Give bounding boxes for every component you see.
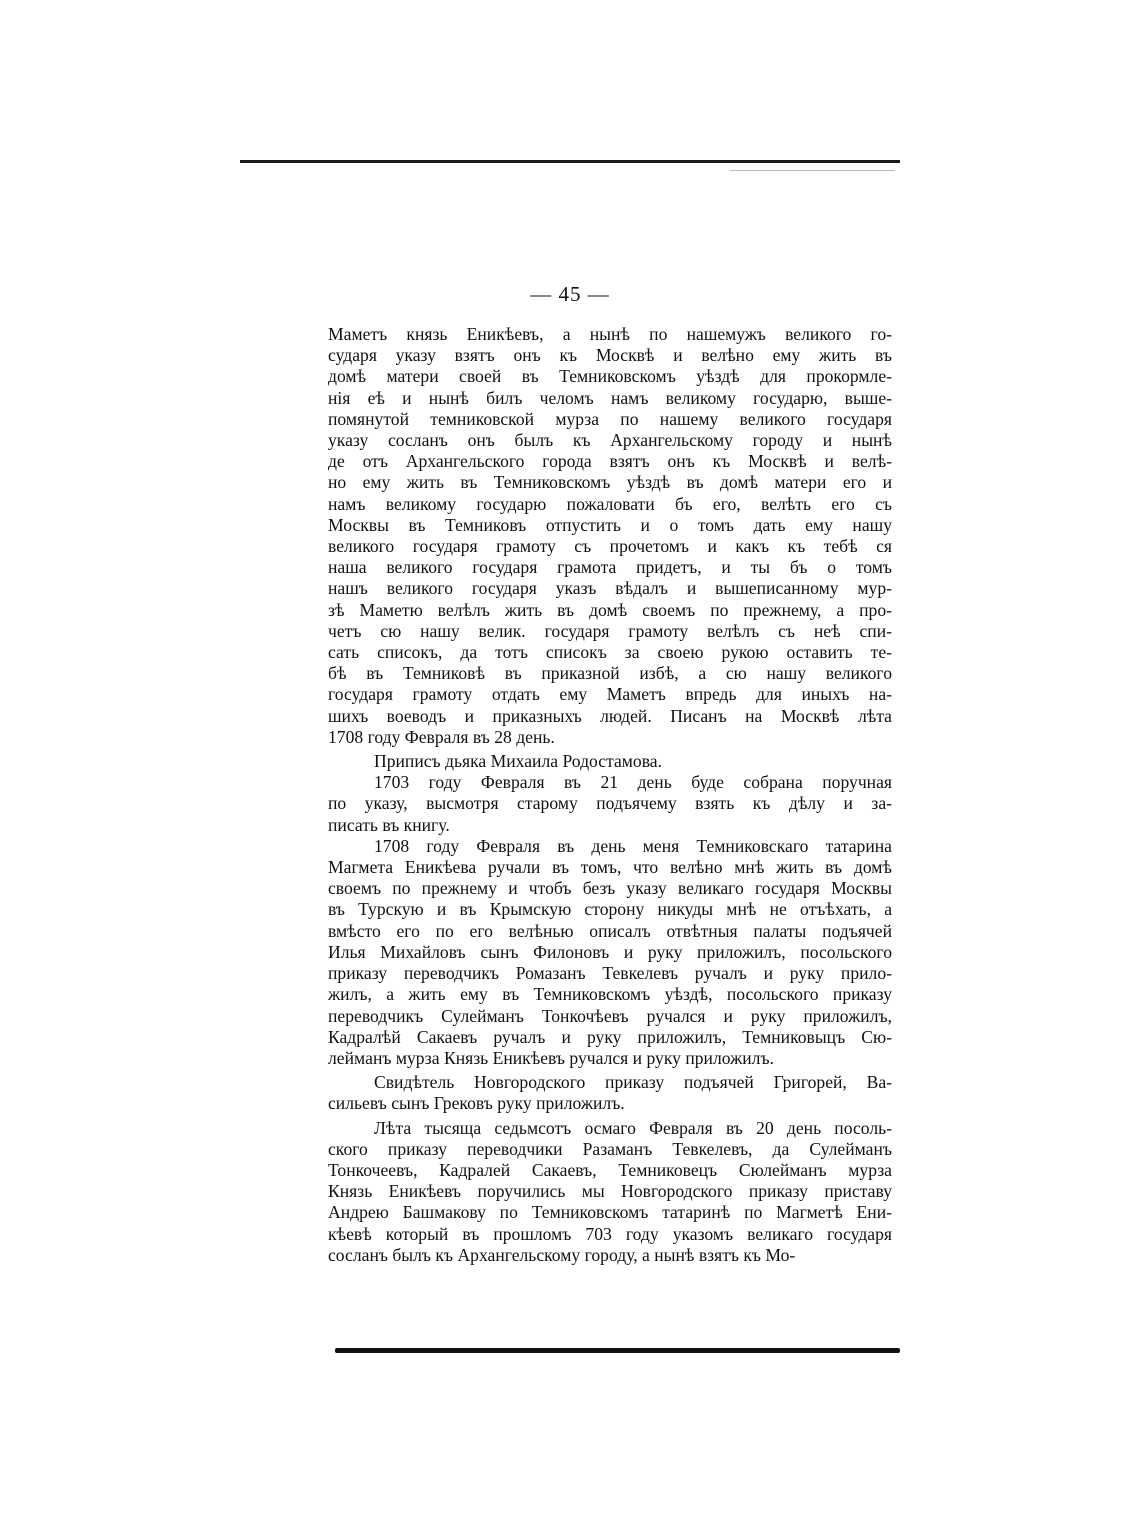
text-line: сильевъ сынъ Грековъ руку приложилъ. [328, 1093, 625, 1114]
text-line: наша великого государя грамота придетъ, и ты бъ о томъ [328, 557, 892, 578]
paragraph [328, 772, 892, 836]
text-line: кѣевѣ который въ прошломъ 703 году указомъ великаго государя [328, 1223, 892, 1244]
text-line: сать списокъ, да тотъ списокъ за своею рукою оставить те- [328, 642, 892, 663]
text-line: бѣ въ Темниковѣ въ приказной избѣ, а сю нашу великого [328, 663, 892, 684]
text-line: Маметъ князь Еникѣевъ, а нынѣ по нашемужъ великого го- [328, 324, 892, 344]
text-line: Магмета Еникѣева ручали въ томъ, что велѣно мнѣ жить въ домѣ [328, 857, 892, 878]
paragraph [328, 836, 892, 1069]
text-line: помянутой темниковской мурза по нашему великого государя [328, 408, 892, 429]
text-line: 1703 году Февраля въ 21 день буде собрана поручная [374, 772, 892, 793]
text-line: леймaнъ мурза Князь Еникѣевъ ручался и руку приложилъ. [328, 1047, 774, 1068]
text-line: четъ сю нашу велик. государя грамоту велѣлъ съ неѣ спи- [328, 620, 892, 641]
text-line: нія eѣ и нынѣ билъ челомъ намъ великому государю, выше- [328, 387, 892, 408]
text-line: великого государя грамоту съ прочетомъ и какъ къ тебѣ ся [328, 536, 892, 557]
text-line: своемъ по прежнему и чтобъ безъ указу великаго государя Москвы [328, 878, 892, 899]
text-line: писать въ книгу. [328, 814, 450, 835]
text-line: сосланъ былъ къ Архангельскому городу, а нынѣ взятъ къ Мо- [328, 1244, 796, 1265]
paragraph [328, 1118, 892, 1266]
paragraph [328, 1072, 892, 1114]
text-line: Андрею Башмакову по Темниковскомъ татаринѣ по Магметѣ Ени- [328, 1202, 892, 1223]
text-line: 1708 году Февраля въ 28 день. [328, 726, 555, 747]
text-line: нашъ великого государя указъ вѣдалъ и вышеписанному мур- [328, 578, 892, 599]
text-line: въ Турскую и въ Крымскую сторону никуды мнѣ не отъѣхать, а [328, 899, 892, 920]
text-line: 1708 году Февраля въ день меня Темниковскаго татарина [374, 835, 892, 856]
text-line: шихъ воеводъ и приказныхъ людей. Писанъ на Москвѣ лѣта [328, 705, 892, 726]
text-line: сударя указу взятъ онъ къ Москвѣ и велѣно ему жить въ [328, 345, 892, 366]
text-line: де отъ Архангельского города взятъ онъ къ Москвѣ и велѣ- [328, 451, 892, 472]
text-line: Кадралѣй Сакаевъ ручалъ и руку приложилъ, Темниковыцъ Сю- [328, 1026, 892, 1047]
paragraph [328, 324, 892, 748]
text-line: Свидѣтель Новгородского приказу подъячей Григорей, Ва- [374, 1072, 892, 1093]
text-line: но ему жить въ Темниковскомъ уѣздѣ въ домѣ матери его и [328, 472, 892, 493]
text-line: ского приказу переводчики Разаманъ Тевкелевъ, да Сулейманъ [328, 1138, 892, 1159]
text-line: Приписъ дьяка Михаила Родостамова. [374, 751, 663, 772]
top-rule [240, 160, 900, 163]
text-line: намъ великому государю пожаловати бъ его, велѣть его съ [328, 493, 892, 514]
text-line: зѣ Маметю велѣлъ жить въ домѣ своемъ по прежнему, а про- [328, 599, 892, 620]
text-line: домѣ матери своей въ Темниковскомъ уѣздѣ для прокормле- [328, 366, 892, 387]
text-line: жилъ, а жить ему въ Темниковскомъ уѣздѣ, посольского приказу [328, 984, 892, 1005]
text-line: переводчикъ Сулейманъ Тонкочѣевъ ручался и руку приложилъ, [328, 1005, 892, 1026]
paragraph [328, 751, 892, 772]
top-rule-faint [730, 170, 895, 171]
text-line: по указу, высмотря старому подъячему взять къ дѣлу и за- [328, 793, 892, 814]
text-line: Лѣта тысяща седьмсотъ осмаго Февраля въ 20 день посоль- [374, 1117, 892, 1138]
page-number: — 45 — [530, 282, 610, 306]
text-line: вмѣсто его по его велѣнью описалъ отвѣтныя палаты подъячей [328, 920, 892, 941]
text-line: указу сосланъ онъ былъ къ Архангельскому городу и нынѣ [328, 430, 892, 451]
text-line: приказу переводчикъ Ромазанъ Тевкелевъ ручалъ и руку прило- [328, 963, 892, 984]
text-line: Тонкочеевъ, Кадралей Сакаевъ, Темниковецъ Сюлейманъ мурза [328, 1159, 892, 1180]
text-line: государя грамоту отдать ему Маметъ впредь для иныхъ на- [328, 684, 892, 705]
text-line: Москвы въ Темниковъ отпустить и о томъ дать ему нашу [328, 514, 892, 535]
text-line: Князь Еникѣевъ поручились мы Новгородского приказу приставу [328, 1181, 892, 1202]
body-text [328, 324, 892, 1266]
text-line: Илья Михайловъ сынъ Филоновъ и руку приложилъ, посольского [328, 941, 892, 962]
bottom-rule [335, 1348, 900, 1353]
